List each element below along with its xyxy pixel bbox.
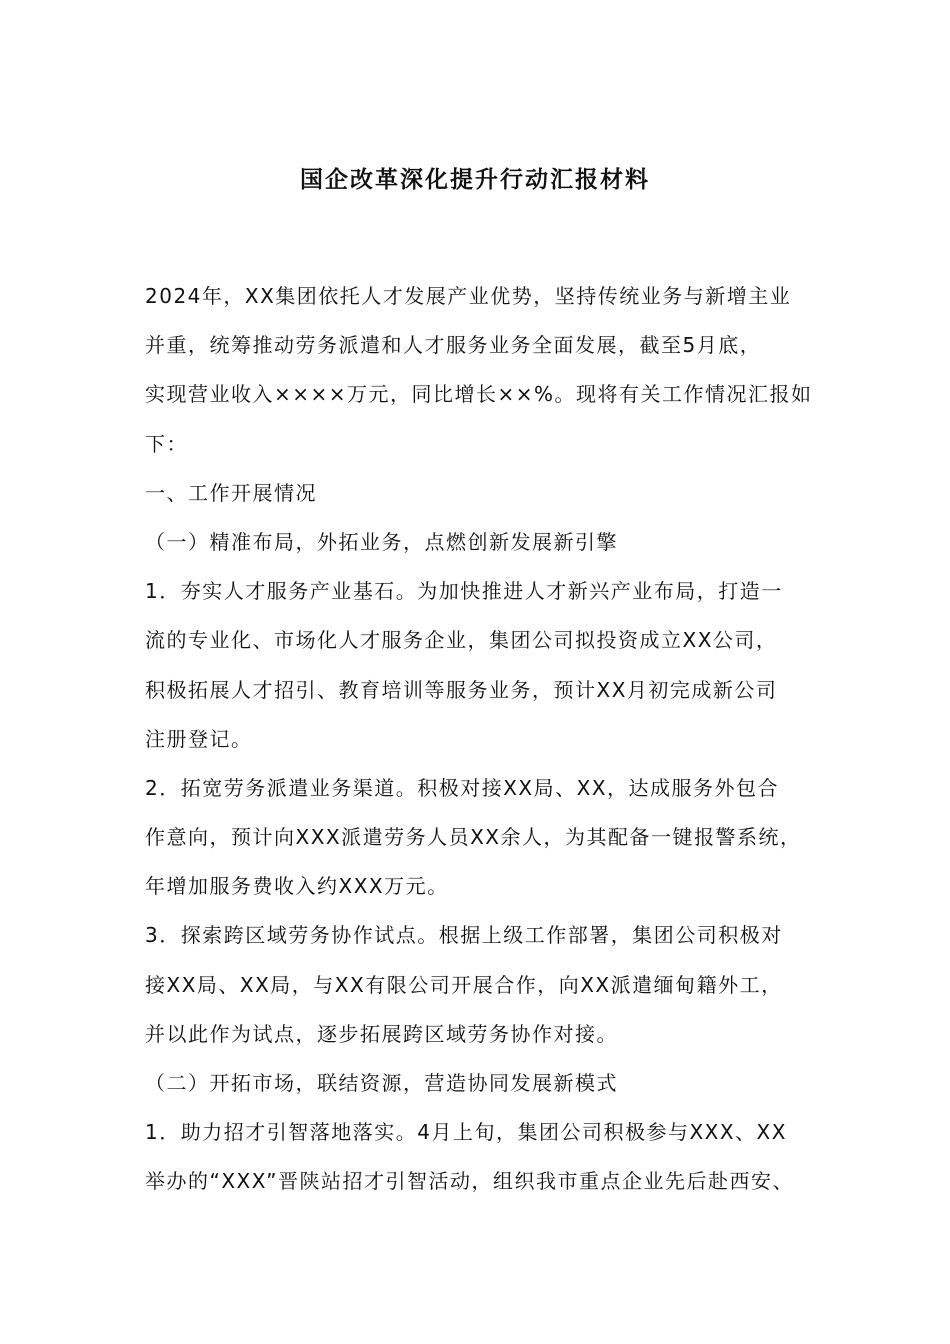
paragraph-line: 年增加服务费收入约XXX万元。 [145, 874, 449, 899]
subsection-heading: （二）开拓市场，联结资源，营造协同发展新模式 [145, 1071, 618, 1095]
paragraph-line: 并重，统筹推动劳务派遣和人才服务业务全面发展，截至5月底， [145, 333, 762, 358]
paragraph-line: 2．拓宽劳务派遣业务渠道。积极对接XX局、XX，达成服务外包合 [145, 775, 780, 800]
paragraph-line: 作意向，预计向XXX派遣劳务人员XX余人，为其配备一键报警系统， [145, 825, 802, 850]
paragraph-line: 举办的“XXX”晋陕站招才引智活动，组织我市重点企业先后赴西安、 [145, 1169, 795, 1194]
paragraph-line: 1．夯实人才服务产业基石。为加快推进人才新兴产业布局，打造一 [145, 579, 783, 604]
paragraph-line: 接XX局、XX局，与XX有限公司开展合作，向XX派遣缅甸籍外工， [145, 972, 783, 997]
paragraph-line: 注册登记。 [145, 726, 253, 751]
paragraph-line: 积极拓展人才招引、教育培训等服务业务，预计XX月初完成新公司 [145, 677, 778, 702]
paragraph-line: 1．助力招才引智落地落实。4月上旬，集团公司积极参与XXX、XX [145, 1120, 787, 1145]
document-body [145, 272, 825, 1207]
paragraph-line: 实现营业收入××××万元，同比增长××%。现将有关工作情况汇报如 [145, 382, 813, 407]
section-heading: 一、工作开展情况 [145, 480, 317, 505]
paragraph-line: 下： [145, 431, 188, 456]
paragraph-line: 流的专业化、市场化人才服务企业，集团公司拟投资成立XX公司， [145, 628, 778, 653]
document-title: 国企改革深化提升行动汇报材料 [300, 167, 650, 193]
subsection-heading: （一）精准布局，外拓业务，点燃创新发展新引擎 [145, 529, 618, 554]
paragraph-line: 并以此作为试点，逐步拓展跨区域劳务协作对接。 [145, 1021, 618, 1046]
paragraph-line: 2024年，XX集团依托人才发展产业优势，坚持传统业务与新增主业 [145, 284, 792, 308]
paragraph-line: 3．探索跨区域劳务协作试点。根据上级工作部署，集团公司积极对 [145, 923, 783, 948]
